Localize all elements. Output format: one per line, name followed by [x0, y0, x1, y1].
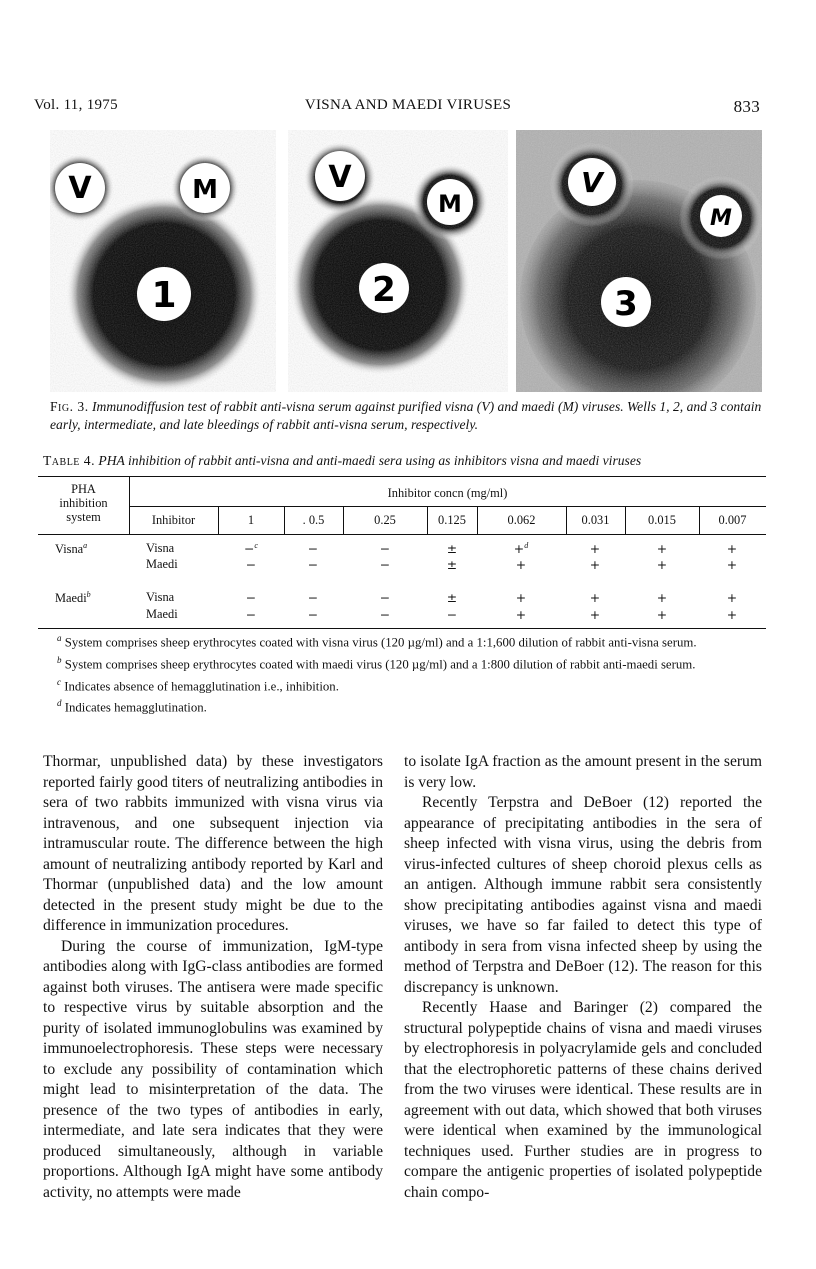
well-m-1: [180, 163, 230, 213]
header-concn: 0.125: [438, 513, 466, 527]
header-concn: 0.007: [718, 513, 747, 527]
footnote-mark: b: [57, 654, 62, 665]
figure-panel-2: [288, 130, 508, 392]
table-cell: +: [656, 541, 668, 556]
row-inhibitor: Visna: [146, 590, 175, 604]
row-inhibitor: Maedi: [146, 607, 178, 621]
footnote-mark: a: [57, 633, 62, 643]
svg-text:V: V: [328, 160, 352, 195]
footnote-mark: d: [57, 698, 62, 709]
table-cell: −: [446, 607, 458, 622]
figure-panel-1: [50, 130, 276, 392]
table-top-rule: [38, 476, 766, 477]
table-cell: +: [515, 607, 527, 622]
header-concn: 0.015: [648, 513, 676, 527]
immunodiffusion-figure: [50, 130, 762, 392]
table-cell: −: [245, 557, 257, 572]
figure-caption: [50, 398, 766, 434]
footnote-a: [43, 630, 765, 652]
well-2: [359, 263, 409, 313]
running-title: VISNA AND MAEDI VIRUSES: [304, 97, 512, 113]
table-cell: +: [515, 557, 527, 572]
table-cell: +: [726, 607, 738, 622]
table-cell: ±: [446, 541, 458, 556]
table-cell: +: [515, 590, 527, 605]
well-3: [601, 277, 651, 327]
table-cell: −: [245, 590, 257, 605]
row-inhibitor: Visna: [146, 541, 175, 555]
table-cell: −: [307, 590, 319, 605]
svg-text:M: M: [438, 190, 462, 218]
well-m-2: [427, 179, 473, 225]
footnote-b: [43, 652, 765, 674]
header-concn: 0.062: [507, 513, 536, 527]
table-cell: −: [379, 557, 391, 572]
svg-text:V: V: [68, 171, 92, 206]
table-cell: +: [656, 590, 668, 605]
well-1: [137, 267, 191, 321]
footnote-d: [43, 695, 765, 717]
svg-text:V: V: [581, 166, 603, 199]
journal-volume: Vol. 11, 1975: [34, 97, 118, 113]
table-cell: +: [656, 607, 668, 622]
header-concn: 0.031: [581, 513, 610, 527]
body-right-column: [404, 752, 762, 1203]
table-cell: −: [307, 607, 319, 622]
table-cell: ±: [446, 590, 458, 605]
page-number: 833: [733, 97, 760, 116]
table-cell: −$^c$: [244, 541, 258, 557]
footnote-text: Indicates hemagglutination.: [64, 700, 207, 715]
table-cell: −: [307, 557, 319, 572]
figure-panel-3: [516, 130, 762, 392]
svg-text:3: 3: [614, 284, 638, 324]
figure-label: Fig. 3.: [50, 399, 89, 414]
well-v-1: [55, 163, 105, 213]
row-system: Visna$^a$: [55, 541, 88, 557]
table-cell: +: [589, 590, 601, 605]
table-cell: +: [726, 541, 738, 556]
table-cell: +: [589, 557, 601, 572]
paragraph: During the course of immunization, IgM-type antibodies along with IgG-class antibodies are formed against both viruses. The antisera were made specific to respective virus by suitable absorption and the purity of isolated immunoglobulins was examined by immunoelectrophoresis. These steps were necessary to exclude any possibility of contamination which might lead to misinterpretation of the data. The presence of the two types of antibodies in early, intermediate, and late sera indicates that they were produced simultaneously, although in variable proportions. Although IgA might have some antibody activity, no attempts were made: [43, 937, 383, 1201]
header-concn: 1: [247, 513, 255, 527]
well-m-3: [700, 195, 742, 237]
svg-text:2: 2: [372, 270, 396, 310]
footnote-text: System comprises sheep erythrocytes coated with visna virus (120 µg/ml) and a 1:1,600 dilution of rabbit anti-visna serum.: [64, 635, 697, 650]
paragraph: Recently Terpstra and DeBoer (12) reported the appearance of precipitating antibodies in the sera of sheep infected with visna virus, using the debris from virus-infected cultures of sheep choroid plexus cells as an antigen. Although immune rabbit sera consistently show precipitating antibodies against visna and maedi viruses, we have so far failed to detect this type of antibody in sera from visna infected sheep by using the method of Terpstra and DeBoer (12). The reason for this discrepancy is unknown.: [404, 794, 762, 996]
footnote-c: [43, 674, 765, 696]
table-cell: +: [726, 557, 738, 572]
header-concn: 0.25: [374, 513, 396, 527]
paragraph: Recently Haase and Baringer (2) compared the structural polypeptide chains of visna and maedi viruses by electrophoresis in polyacrylamide gels and concluded that the electrophoretic patterns of these chains derived from the two viruses were identical. These results are in agreement with out data, which showed that both viruses were identical when examined by the immunological techniques used. Further studies are in progress to compare the antigenic properties of isolated polypeptide chain compo-: [404, 999, 762, 1201]
table-cell: +: [589, 541, 601, 556]
well-v-3: [568, 158, 616, 206]
table-cell: +: [589, 607, 601, 622]
table-header-rule: [38, 534, 766, 535]
header-inhibitor: Inhibitor: [151, 513, 196, 527]
header-pha-system: PHA inhibition system: [59, 482, 108, 524]
table-cell: −: [379, 590, 391, 605]
table-cell: ±: [446, 557, 458, 572]
table-cell: −: [245, 607, 257, 622]
table-footnotes: [43, 630, 765, 717]
table-title-text: PHA inhibition of rabbit anti-visna and anti-maedi sera using as inhibitors visna and maedi viruses: [98, 453, 642, 468]
svg-text:M: M: [710, 206, 732, 231]
table-title: [43, 453, 773, 469]
row-inhibitor: Maedi: [146, 557, 178, 571]
footnote-text: Indicates absence of hemagglutination i.e., inhibition.: [64, 678, 339, 693]
well-v-2: [315, 151, 365, 201]
paragraph: Thormar, unpublished data) by these investigators reported fairly good titers of neutralizing antibodies in sera of two rabbits immunized with visna virus via intravenous, and one subsequent injection via intramuscular route. The difference between the high amount of neutralizing antibody reported by Karl and Thormar (unpublished data) and the low amount detected in the present study might be due to the difference in immunization procedures.: [43, 753, 383, 934]
paragraph: to isolate IgA fraction as the amount present in the serum is very low.: [404, 753, 762, 791]
table-cell: −: [379, 541, 391, 556]
header-concn: . 0.5: [302, 513, 325, 527]
svg-text:M: M: [192, 175, 218, 205]
table-group-rule: [129, 506, 766, 507]
table-cell: −: [379, 607, 391, 622]
figure-caption-text: Immunodiffusion test of rabbit anti-visna serum against purified visna (V) and maedi (M) viruses. Wells 1, 2, and 3 contain early, intermediate, and late bleedings of rabbit anti-visna serum, respectively.: [50, 399, 762, 432]
table-cell: −: [307, 541, 319, 556]
svg-text:1: 1: [151, 275, 177, 316]
table-cell: +: [726, 590, 738, 605]
row-system: Maedi$^b$: [55, 590, 91, 606]
footnote-text: System comprises sheep erythrocytes coated with maedi virus (120 µg/ml) and a 1:800 dilution of rabbit anti-maedi serum.: [64, 657, 696, 672]
table-cell: +: [656, 557, 668, 572]
body-left-column: [43, 752, 383, 1203]
footnote-mark: c: [57, 676, 61, 687]
table-bottom-rule: [38, 628, 766, 629]
header-inhibitor-concn: Inhibitor concn (mg/ml): [387, 486, 508, 500]
table-label: Table 4.: [43, 453, 96, 468]
table-cell: +$^d$: [513, 541, 529, 557]
